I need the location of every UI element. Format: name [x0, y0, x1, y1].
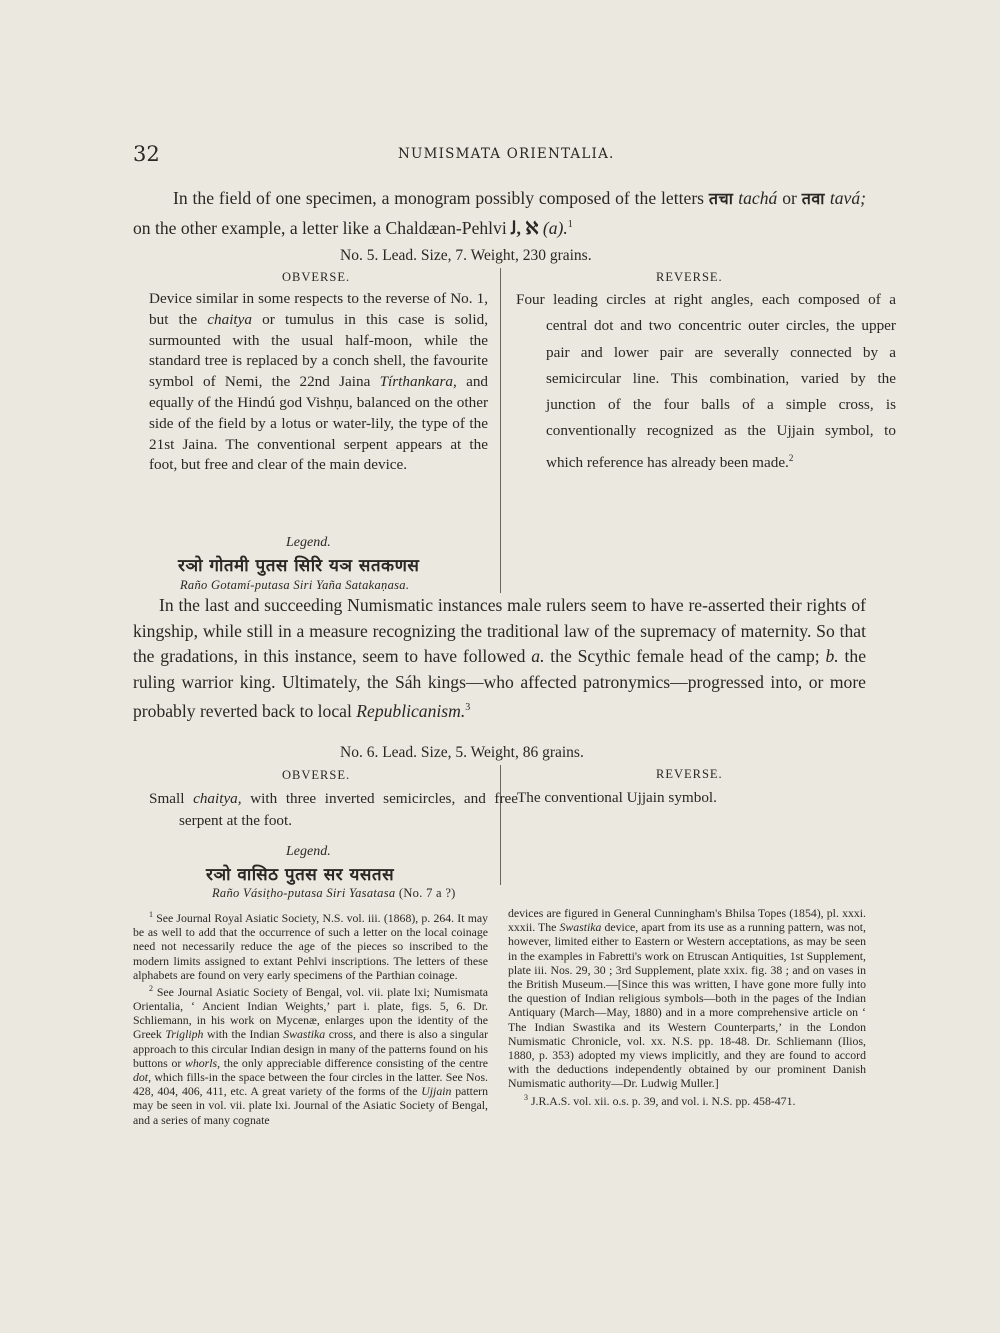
coin5-heading: No. 5. Lead. Size, 7. Weight, 230 grains.	[340, 247, 592, 264]
footnotes-left-column	[133, 908, 488, 1127]
coin6-obverse-text: Small chaitya, with three inverted semicircles, and free serpent at the foot.	[149, 790, 519, 829]
running-title: NUMISMATA ORIENTALIA.	[398, 146, 615, 162]
coin6-legend-transliteration: Raño Vásiṭho-putasa Siri Yasatasa (No. 7 a ?)	[212, 886, 456, 900]
coin5-obverse-text: Device similar in some respects to the reverse of No. 1, but the chaitya or tumulus in this case is solid, surmounted with the usual half-moon, while the standard tree is replaced by a conch shell, the favourite symbol of Nemi, the 22nd Jaina Tírthankara, and equally of the Hindú god Vishṇu, balanced on the other side of the field by a lotus or water-lily, the type of the 21st Jaina. The conventional serpent appears at the foot, but free and clear of the main device.	[149, 290, 489, 474]
intro-paragraph: In the field of one specimen, a monogram possibly composed of the letters तचा tachá or तवा tavá; on the other example, a letter like a Chaldæan-Pehlvi ﻟ, ℵ (a).$^1$	[133, 188, 866, 238]
devanagari-text: तवा	[801, 189, 825, 208]
coin6-legend-label: Legend.	[286, 844, 331, 859]
pehlvi-glyphs: ﻟ, ℵ	[511, 217, 539, 238]
coin6-reverse-text: The conventional Ujjain symbol.	[517, 789, 717, 806]
coin6-reverse-label: REVERSE.	[656, 767, 723, 781]
coin5-reverse-text: Four leading circles at right angles, each composed of a central dot and two concentric outer circles, the upper pair and lower pair are severally connected by a semicircular line. This combination, varied by the junction of the four balls of a simple cross, is conventionally recognized as the Ujjain symbol, to which reference has already been made.$^2$	[516, 291, 896, 471]
footnote-2: $^2$ See Journal Asiatic Society of Bengal, vol. vii. plate lxi; Numismata Orientalia, ‘ Ancient Indian Weights,’ part i. plate, figs. 5, 6. Dr. Schliemann, in his work on Mycenæ, enlarges upon the identity of the Greek Trigliph with the Indian Swastika cross, and there is also a singular approach to this circular Indian design in many of the patterns found on his buttons or whorls, the only appreciable difference consisting of the centre dot, which fills-in the space between the four circles in the latter. See Nos. 428, 404, 406, 411, etc. A great variety of the forms of the Ujjain pattern may be seen in vol. vii. plate lxi. Journal of the Asiatic Society of Bengal, and a series of many cognate	[133, 983, 489, 1127]
footnote-2-continued: devices are figured in General Cunningham's Bhilsa Topes (1854), pl. xxxi. xxxii. The Swastika device, apart from its use as a running pattern, was not, however, limited either to Eastern or Western acceptations, as may be seen in the examples in Fabretti's work on Etruscan Antiquities, 1st Supplement, plate iii. Nos. 29, 30 ; 3rd Supplement, plate xxix. fig. 38 ; and on vases in the British Museum.—[Since this was written, I have gone more fully into the question of Indian religious symbols—both in the pages of the Indian Antiquary (March—May, 1880) and in a more comprehensive article on ‘ The Indian Swastika and its Western Counterparts,’ in the London Numismatic Chronicle, vol. xx. N.S. pp. 18-48. Dr. Schliemann (Ilios, 1880, p. 353) adopted my views implicitly, and they are found to accord with the deductions independently obtained by our prominent Danish Numismatic authority—Dr. Ludwig Muller.]	[508, 906, 866, 1091]
column-divider	[500, 268, 501, 593]
footnotes-right-column	[508, 906, 866, 1108]
coin5-legend-devanagari: रञो गोतमी पुतस सिरि यञ सतकणस	[178, 556, 420, 576]
coin6-obverse-label: OBVERSE.	[282, 768, 351, 782]
footnote-1: $^1$ See Journal Royal Asiatic Society, N.S. vol. iii. (1868), p. 264. It may be as well to add that the occurrence of such a letter on the local coinage need not necessarily reduce the age of the pieces so inscribed to the modern limits assigned to extant Pehlvi inscriptions. The letters of these alphabets are found on very early specimens of the Parthian coinage.	[133, 910, 489, 982]
coin5-legend-label: Legend.	[286, 535, 331, 550]
main-paragraph: In the last and succeeding Numismatic instances male rulers seem to have re-asserted their rights of kingship, while still in a measure recognizing the traditional law of the supremacy of maternity. So that the gradations, in this instance, seem to have followed a. the Scythic female head of the camp; b. the ruling warrior king. Ultimately, the Sáh kings—who affected patronymics—progressed into, or more probably reverted back to local Republicanism.$^3$	[133, 595, 867, 722]
coin5-legend-transliteration: Raño Gotamí-putasa Siri Yaña Satakaṇasa.	[180, 578, 410, 592]
coin6-heading: No. 6. Lead. Size, 5. Weight, 86 grains.	[340, 744, 584, 761]
footnote-ref: 1	[567, 218, 573, 230]
coin6-legend-devanagari: रञो वासिठ पुतस सर यसतस	[206, 865, 395, 885]
footnote-ref: 3	[465, 702, 471, 714]
footnote-3: $^3$ J.R.A.S. vol. xii. o.s. p. 39, and vol. i. N.S. pp. 458-471.	[524, 1092, 796, 1108]
devanagari-text: तचा	[708, 189, 734, 208]
coin5-obverse-label: OBVERSE.	[282, 270, 351, 284]
coin5-reverse-label: REVERSE.	[656, 270, 723, 284]
footnote-ref: 2	[788, 452, 794, 463]
page-number: 32	[133, 142, 160, 166]
